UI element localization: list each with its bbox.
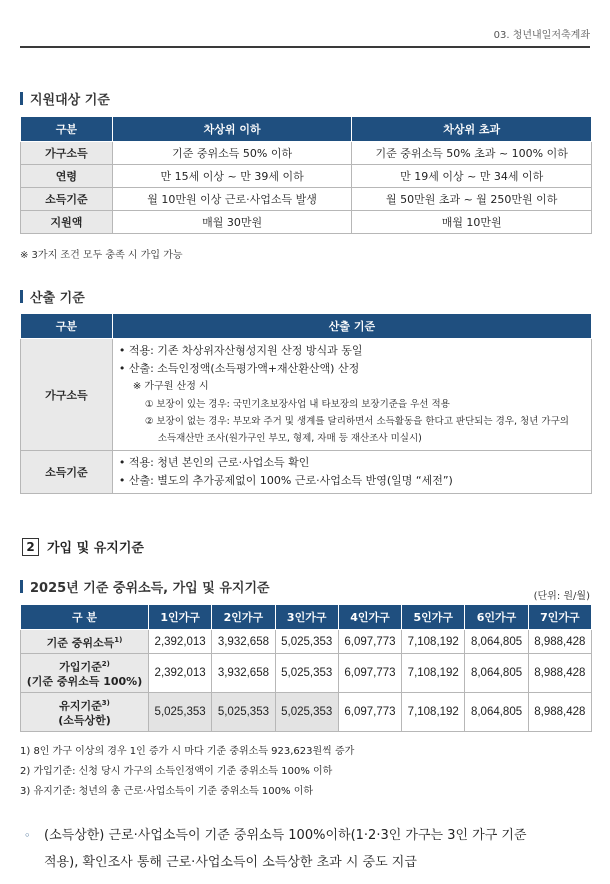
income-cap-paragraph: ◦ (소득상한) 근로·사업소득이 기준 중위소득 100%이하(1·2·3인 가구는 3인 가구 기준 적용), 확인조사 통해 근로·사업소득이 소득상한 초과 시 중도 지급: [44, 822, 594, 876]
table-row: 지원액 매월 30만원 매월 10만원: [21, 211, 592, 234]
table-row: 가구소득 • 적용: 기존 차상위자산형성지원 산정 방식과 동일 • 산출: 소득인정액(소득평가액+재산환산액) 산정 ※ 가구원 산정 시 ① 보장이 있는 경우: 국민기초보장사업 내 타보장의 보장기준을 우선 적용 ② 보장이 없는 경우: 부모와 주거 및 생계를 달리하면서 소득활동을 한다고 판단되는 경우, 청년 가구의 소득재산만 조사(원가구인 부모, 형제, 자매 등 재산조사 미실시): [21, 339, 592, 451]
section-title-median-income: 2025년 기준 중위소득, 가입 및 유지기준: [20, 577, 270, 596]
section-title-eligibility: 지원대상 기준: [20, 89, 110, 108]
eligibility-note: ※ 3가지 조건 모두 충족 시 가입 가능: [20, 250, 183, 261]
section-number: 2: [22, 538, 39, 556]
table-header: 3인가구: [275, 605, 338, 630]
chapter-header: 03. 청년내일저축계좌: [493, 30, 590, 41]
footnote: 2) 가입기준: 신청 당시 가구의 소득인정액이 기준 중위소득 100% 이하: [20, 766, 333, 777]
table-row: 유지기준$^{3)}$ (소득상한) 5,025,353 5,025,353 5,025,353 6,097,773 7,108,192 8,064,805 8,988,428: [21, 693, 592, 732]
section-bar: [20, 580, 23, 593]
table-header: 5인가구: [402, 605, 465, 630]
table-row: 가입기준$^{2)}$ (기준 중위소득 100%) 2,392,013 3,932,658 5,025,353 6,097,773 7,108,192 8,064,805 8,988,428: [21, 654, 592, 693]
header-divider: [20, 46, 590, 48]
median-income-table: [20, 604, 592, 732]
table-header: 1인가구: [149, 605, 212, 630]
table-header: 구분: [21, 117, 113, 142]
table-row: 소득기준 월 10만원 이상 근로·사업소득 발생 월 50만원 초과 ~ 월 250만원 이하: [21, 188, 592, 211]
bullet-icon: ◦: [24, 829, 31, 842]
table-header: 7인가구: [528, 605, 591, 630]
table-row: 기준 중위소득$^{1)}$ 2,392,013 3,932,658 5,025,353 6,097,773 7,108,192 8,064,805 8,988,428: [21, 630, 592, 654]
footnotes: [20, 742, 354, 802]
section-bar: [20, 290, 23, 303]
table-header: 구분: [21, 314, 113, 339]
table-header: 6인가구: [465, 605, 528, 630]
table-header: 구 분: [21, 605, 149, 630]
section-bar: [20, 92, 23, 105]
eligibility-table: [20, 116, 592, 234]
calculation-table: [20, 313, 592, 494]
footnote: 1) 8인 가구 이상의 경우 1인 증가 시 마다 기준 중위소득 923,623원씩 증가: [20, 746, 355, 757]
table-row: 가구소득 기준 중위소득 50% 이하 기준 중위소득 50% 초과 ~ 100% 이하: [21, 142, 592, 165]
table-header: 2인가구: [212, 605, 275, 630]
table-row: 연령 만 15세 이상 ~ 만 39세 이하 만 19세 이상 ~ 만 34세 이하: [21, 165, 592, 188]
unit-label: (단위: 원/월): [533, 591, 590, 602]
table-header: 4인가구: [338, 605, 401, 630]
table-header: 차상위 이하: [112, 117, 352, 142]
section-title-calculation: 산출 기준: [20, 287, 85, 306]
subsection-heading: 2 가입 및 유지기준: [22, 537, 144, 556]
footnote: 3) 유지기준: 청년의 총 근로·사업소득이 기준 중위소득 100% 이하: [20, 786, 314, 797]
table-header: 차상위 초과: [352, 117, 592, 142]
table-header: 산출 기준: [112, 314, 591, 339]
table-row: 소득기준 • 적용: 청년 본인의 근로·사업소득 확인 • 산출: 별도의 추가공제없이 100% 근로·사업소득 반영(일명 “세전”): [21, 451, 592, 494]
